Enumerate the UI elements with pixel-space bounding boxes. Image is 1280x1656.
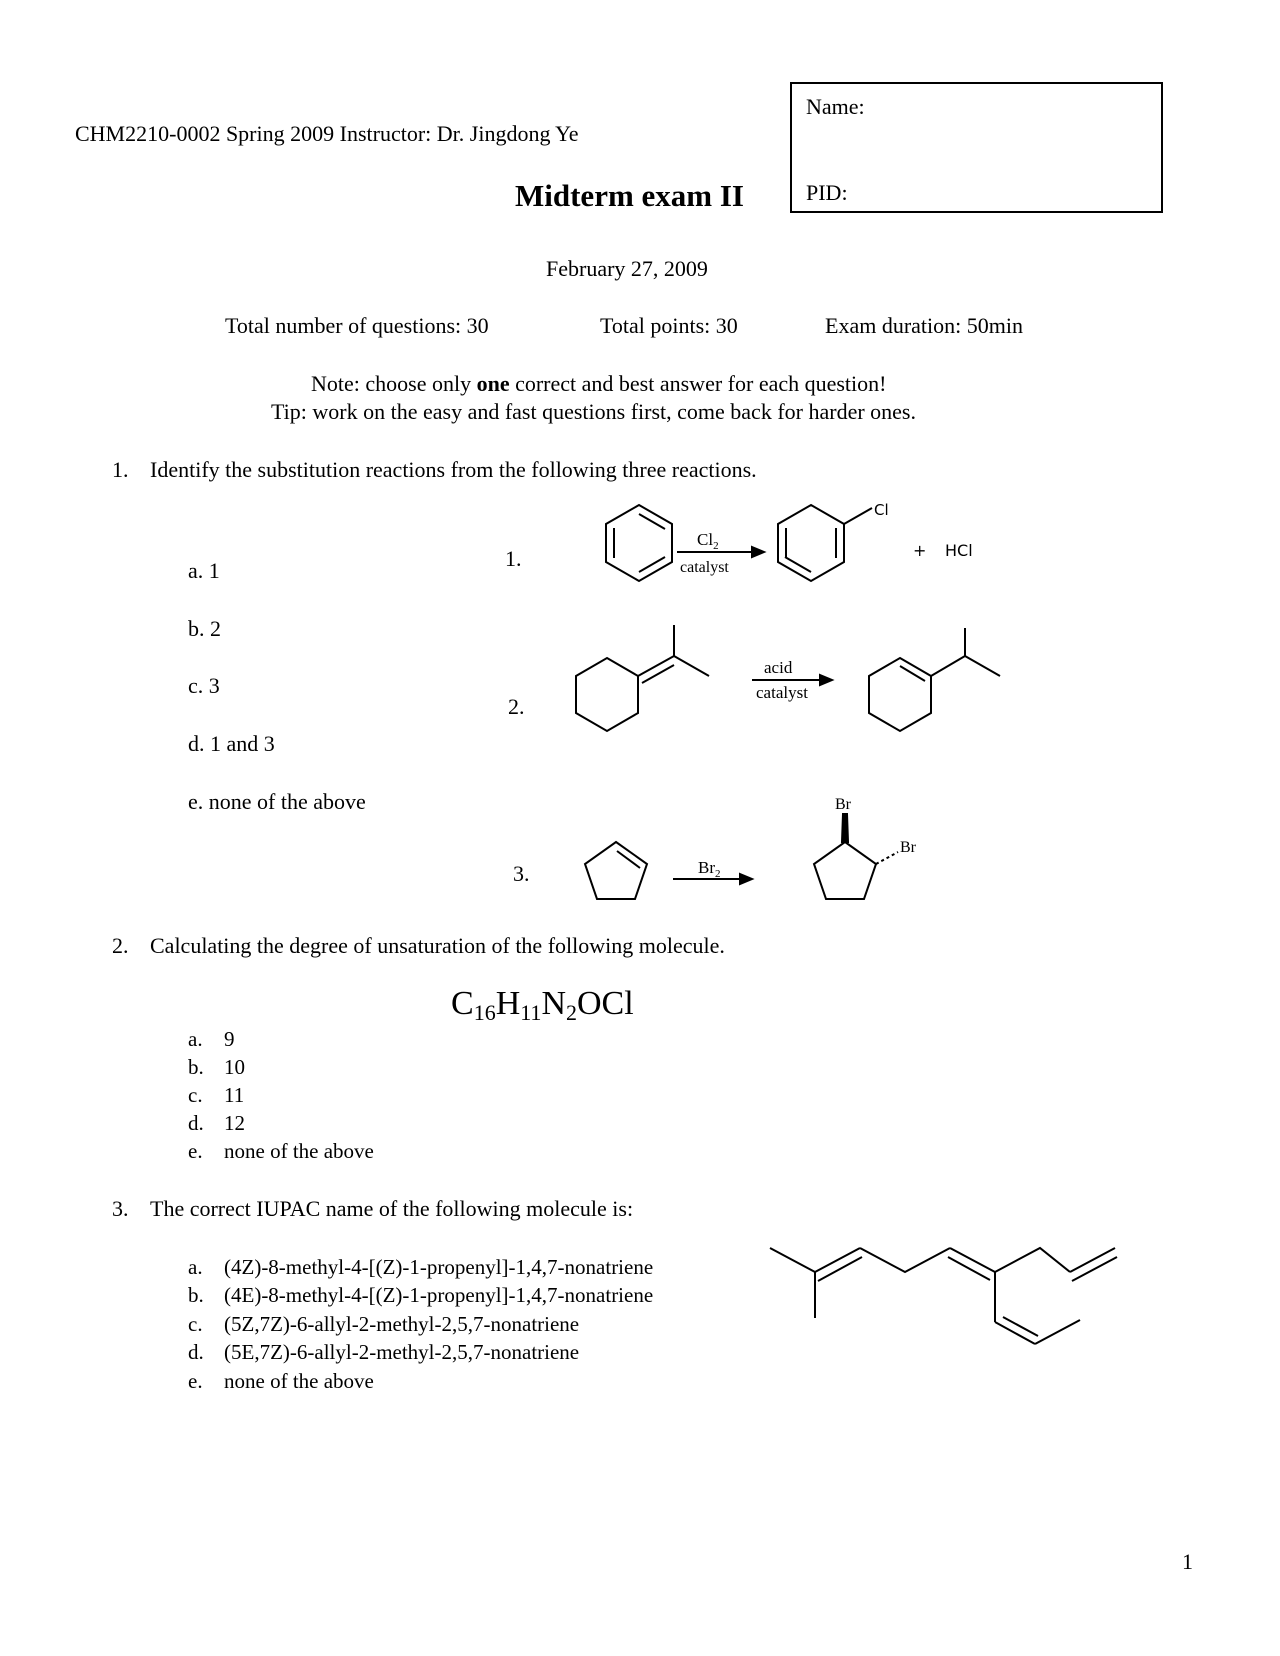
total-questions: Total number of questions: 30 (225, 313, 489, 338)
page-number: 1 (1182, 1549, 1193, 1574)
q3-option-a: a. (4Z)-8-methyl-4-[(Z)-1-propenyl]-1,4,7-nonatriene (188, 1255, 654, 1279)
cyclohexane-ring (576, 658, 638, 731)
q3-option-d: d. (5E,7Z)-6-allyl-2-methyl-2,5,7-nonatriene (188, 1340, 580, 1364)
exam-date: February 27, 2009 (546, 256, 708, 281)
reaction-1-arrowhead (752, 547, 764, 557)
ring-double-bond (900, 666, 925, 681)
note-emphasis: one (476, 371, 510, 396)
benzene-double-bond-3 (639, 557, 665, 572)
propenyl-methyl (1035, 1320, 1080, 1344)
q3-option-e: e. none of the above (188, 1369, 374, 1393)
reaction-1-condition: catalyst (680, 559, 729, 576)
q2-option-d: d. 12 (188, 1111, 245, 1135)
note-line (311, 371, 886, 397)
isopropyl-methyl-2 (965, 656, 1000, 676)
total-points: Total points: 30 (600, 313, 738, 338)
methyl-bond-2 (674, 656, 709, 676)
c5-c6-double-bond (950, 1248, 995, 1272)
q2-text: Calculating the degree of unsaturation of the following molecule. (150, 933, 725, 958)
name-label: Name: (806, 94, 865, 119)
q1-option-d: d. 1 and 3 (188, 731, 275, 756)
q3-skeletal-structure (770, 1230, 1130, 1350)
pid-label: PID: (806, 180, 848, 205)
q2-option-c: c. 11 (188, 1083, 245, 1107)
q3-text: The correct IUPAC name of the following molecule is: (150, 1196, 634, 1221)
cyclopentene-ring (585, 842, 647, 899)
q2-option-b: b. 10 (188, 1055, 245, 1079)
reaction-2-condition: catalyst (756, 683, 808, 702)
q1-number: 1. (112, 457, 129, 482)
chain-segment (860, 1248, 950, 1272)
course-line: CHM2210-0002 Spring 2009 Instructor: Dr. Jingdong Ye (75, 121, 579, 146)
plus-sign: + (913, 541, 927, 560)
cyclopentene-double-bond (617, 851, 640, 868)
allyl-chain (995, 1248, 1070, 1272)
q2-option-e: e. none of the above (188, 1139, 374, 1163)
cyclohexene-ring (869, 658, 931, 731)
reaction-3-number: 3. (513, 861, 530, 886)
note-suffix: correct and best answer for each question! (509, 371, 887, 396)
chloro-substituent: Cl (874, 501, 889, 519)
c5-c6-double-bond-2 (948, 1257, 990, 1280)
reaction-1-scheme (580, 500, 1000, 600)
reaction-2-reagent: acid (764, 658, 793, 677)
isopropyl-bond (931, 656, 965, 676)
reaction-1-reagent: $Cl_2$ (697, 530, 719, 552)
hcl-byproduct: HCl (945, 541, 973, 560)
benzene-double-bond-2 (639, 514, 665, 529)
note-prefix: Note: choose only (311, 371, 477, 396)
exocyclic-double-bond-2 (642, 665, 674, 683)
dash-bond (876, 852, 898, 864)
propenyl-double-bond (995, 1322, 1035, 1344)
reaction-3-reagent: $Br_2$ (698, 858, 721, 880)
bromo-substituent-1: Br (835, 796, 851, 813)
reaction-1-number: 1. (505, 546, 522, 571)
benzene-ring (606, 505, 672, 581)
reaction-3-arrowhead (740, 874, 752, 884)
page-title: Midterm exam II (515, 178, 744, 213)
terminal-double-bond-2 (1072, 1257, 1117, 1281)
c2-c3-double-bond-2 (818, 1257, 862, 1281)
bromo-substituent-2: Br (900, 839, 916, 856)
q1-option-e: e. none of the above (188, 789, 366, 814)
methyl-branch (770, 1248, 815, 1318)
chlorobenzene-double-bond-3 (785, 557, 811, 572)
reaction-3-scheme (570, 790, 930, 905)
name-pid-box (790, 82, 1163, 213)
q3-number: 3. (112, 1196, 129, 1221)
q1-option-b: b. 2 (188, 616, 221, 641)
q3-option-b: b. (4E)-8-methyl-4-[(Z)-1-propenyl]-1,4,7-nonatriene (188, 1283, 654, 1307)
tip-line: Tip: work on the easy and fast questions first, come back for harder ones. (271, 399, 916, 424)
reaction-2-number: 2. (508, 694, 525, 719)
molecular-formula: $C_{16}H_{11}N_2OCl$ (451, 985, 634, 1025)
q1-text: Identify the substitution reactions from the following three reactions. (150, 457, 757, 482)
q2-option-a: a. 9 (188, 1027, 235, 1051)
exocyclic-double-bond (638, 656, 674, 676)
propenyl-double-bond-2 (1003, 1317, 1038, 1336)
c2-c3-double-bond (815, 1248, 860, 1272)
c-cl-bond (844, 508, 872, 524)
q3-option-c: c. (5Z,7Z)-6-allyl-2-methyl-2,5,7-nonatriene (188, 1312, 580, 1336)
reaction-2-scheme (560, 625, 1020, 755)
exam-duration: Exam duration: 50min (825, 313, 1023, 338)
q1-option-c: c. 3 (188, 673, 220, 698)
q1-option-a: a. 1 (188, 558, 220, 583)
terminal-double-bond (1070, 1248, 1115, 1272)
q2-number: 2. (112, 933, 129, 958)
chlorobenzene-ring (778, 505, 844, 581)
cyclopentane-ring (814, 842, 876, 899)
reaction-2-arrowhead (820, 675, 832, 685)
wedge-bond (842, 814, 848, 842)
